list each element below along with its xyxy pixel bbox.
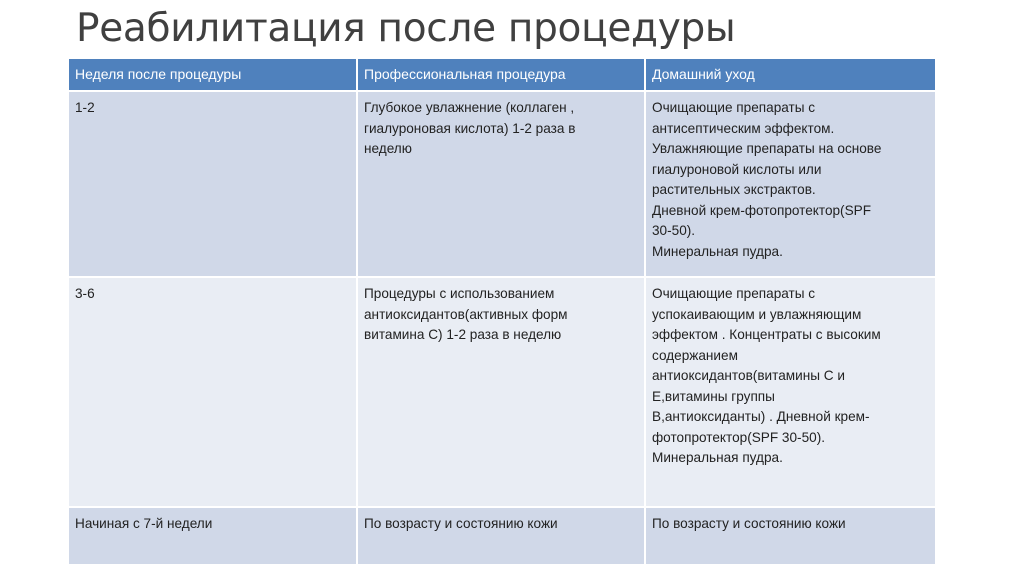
text-line: гиалуроновая кислота) 1-2 раза в: [364, 120, 576, 136]
slide-title: Реабилитация после процедуры: [76, 6, 736, 51]
text-line: Увлажняющие препараты на основе: [652, 141, 882, 156]
cell-home-care: [645, 91, 935, 277]
text-line: Очищающие препараты с: [652, 286, 816, 301]
text-line: фотопротектор(SPF 30-50).: [652, 429, 826, 445]
text-line: содержанием: [652, 347, 738, 363]
cell-procedure: [357, 91, 645, 277]
text-line: В,антиоксиданты) . Дневной крем-: [652, 409, 870, 424]
text-line: витамина С) 1-2 раза в неделю: [364, 327, 562, 342]
text-line: Минеральная пудра.: [652, 450, 783, 465]
text-line: эффектом . Концентраты с высоким: [652, 327, 881, 342]
text-line: Минеральная пудра.: [652, 243, 783, 259]
header-home-care: Домашний уход: [645, 59, 935, 91]
text-line: Очищающие препараты с: [652, 100, 816, 115]
text-line: Процедуры с использованием: [364, 286, 555, 301]
cell-home-care: [645, 507, 935, 565]
text-line: растительных экстрактов.: [652, 182, 816, 197]
text-line: гиалуроновой кислоты или: [652, 161, 822, 177]
table-row: [69, 91, 935, 277]
text-line: антиоксидантов(витамины С и: [652, 368, 845, 383]
header-professional-procedure: Профессиональная процедура: [357, 59, 645, 91]
table-header-row: [69, 59, 935, 91]
cell-procedure: [357, 277, 645, 507]
text-line: Е,витамины группы: [652, 388, 775, 404]
text-line: По возрасту и состоянию кожи: [652, 516, 846, 531]
cell-week: 3-6: [69, 277, 357, 507]
cell-procedure: [357, 507, 645, 565]
table-row: [69, 277, 935, 507]
cell-week: Начиная с 7-й недели: [69, 507, 357, 565]
text-line: неделю: [364, 141, 412, 156]
text-line: Дневной крем-фотопротектор(SPF: [652, 202, 872, 218]
text-line: 30-50).: [652, 223, 696, 238]
text-line: успокаивающим и увлажняющим: [652, 306, 862, 322]
cell-week: 1-2: [69, 91, 357, 277]
text-line: антиоксидантов(активных форм: [364, 306, 568, 322]
table-row: [69, 507, 935, 565]
text-line: По возрасту и состоянию кожи: [364, 516, 558, 531]
cell-home-care: [645, 277, 935, 507]
rehabilitation-table: [69, 59, 935, 566]
header-week: Неделя после процедуры: [69, 59, 357, 91]
text-line: антисептическим эффектом.: [652, 120, 835, 136]
text-line: Глубокое увлажнение (коллаген ,: [364, 100, 575, 115]
